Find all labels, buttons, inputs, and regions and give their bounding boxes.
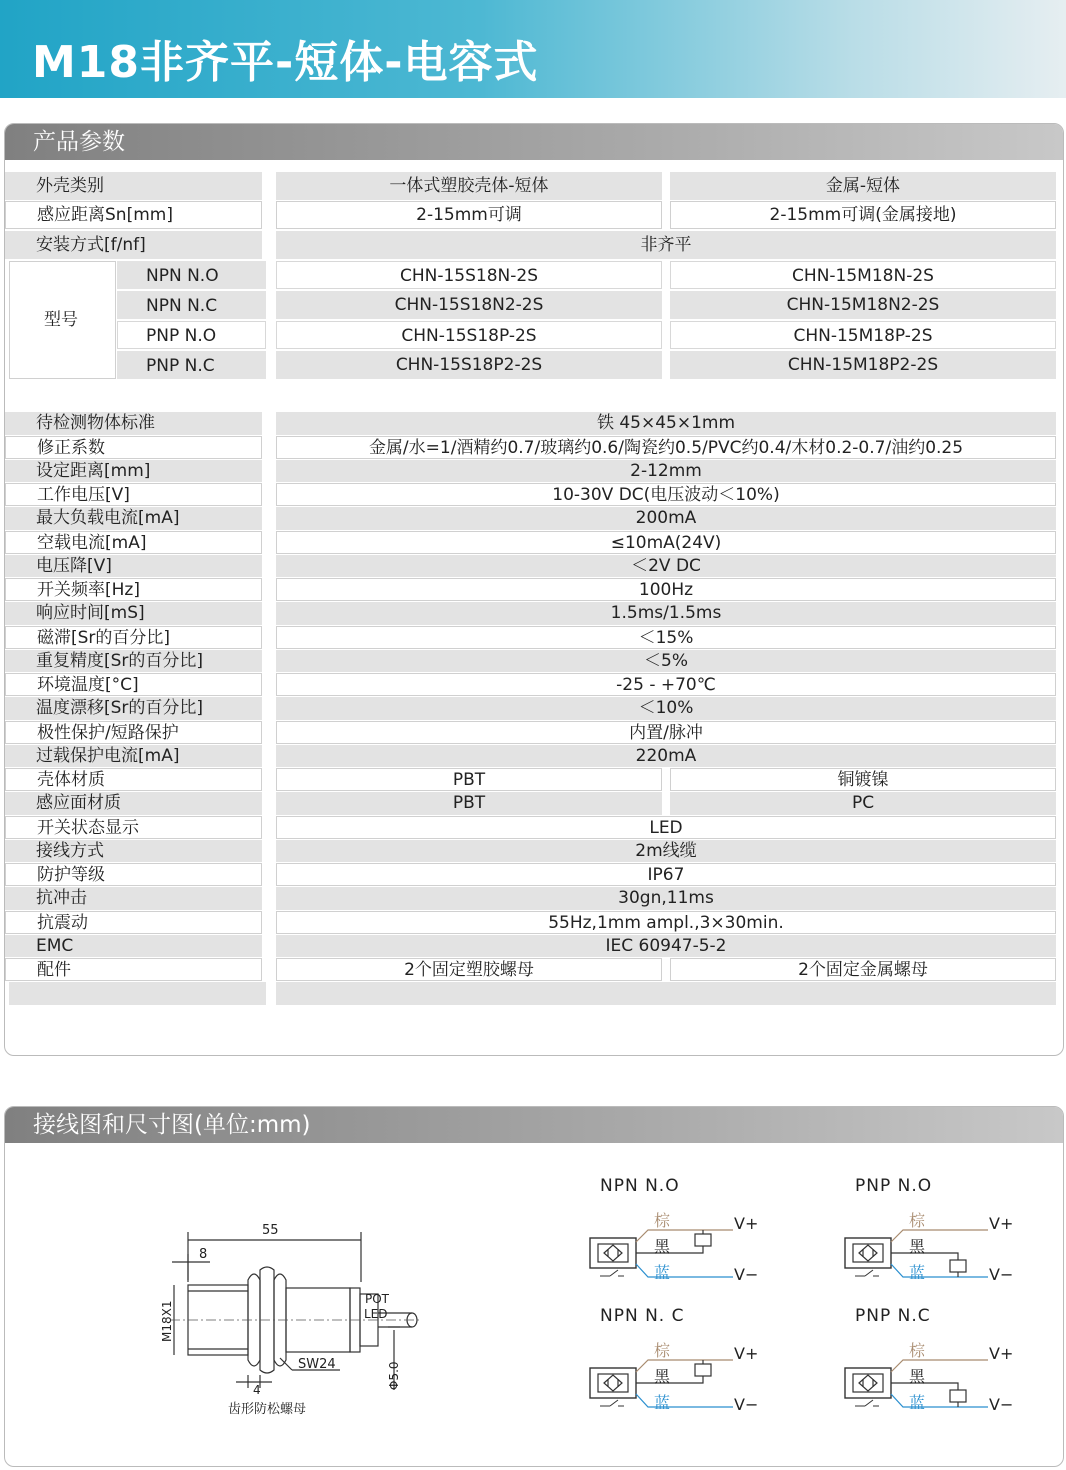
dim-len: 55 bbox=[262, 1223, 279, 1238]
dim-thread: 8 bbox=[199, 1247, 208, 1262]
spec-label: 温度漂移[Sr的百分比] bbox=[5, 697, 262, 720]
filler-right bbox=[276, 982, 1056, 1005]
vplus-label: V+ bbox=[734, 1344, 759, 1363]
spec-label: 电压降[V] bbox=[5, 555, 262, 578]
spec-label: 壳体材质 bbox=[5, 768, 262, 791]
sense-b: 2-15mm可调(金属接地) bbox=[670, 201, 1056, 229]
model-a-2: CHN-15S18P-2S bbox=[276, 321, 662, 349]
title-banner bbox=[0, 0, 1066, 98]
spec-value: 10-30V DC(电压波动＜10%) bbox=[276, 483, 1056, 506]
vminus-label: V− bbox=[989, 1265, 1014, 1284]
spec-label: 接线方式 bbox=[5, 840, 262, 863]
spec-label: 极性保护/短路保护 bbox=[5, 721, 262, 744]
model-type-1: NPN N.C bbox=[146, 296, 218, 316]
dim-caption: 齿形防松螺母 bbox=[228, 1402, 307, 1417]
wiring-header bbox=[5, 1107, 1063, 1143]
spec-value: ＜5% bbox=[276, 650, 1056, 673]
mount-value: 非齐平 bbox=[276, 231, 1056, 259]
wire-brown-label: 棕 bbox=[909, 1211, 926, 1230]
model-a-0: CHN-15S18N-2S bbox=[276, 261, 662, 289]
model-b-0: CHN-15M18N-2S bbox=[670, 261, 1056, 289]
model-b-1: CHN-15M18N2-2S bbox=[670, 291, 1056, 319]
model-b-3: CHN-15M18P2-2S bbox=[670, 351, 1056, 379]
vminus-label: V− bbox=[734, 1395, 759, 1414]
dim-sw: SW24 bbox=[298, 1357, 336, 1372]
spec-label: 重复精度[Sr的百分比] bbox=[5, 650, 262, 673]
filler-left bbox=[9, 982, 266, 1005]
model-a-1: CHN-15S18N2-2S bbox=[276, 291, 662, 319]
wire-black-label: 黑 bbox=[654, 1237, 671, 1256]
spec-value: 100Hz bbox=[276, 578, 1056, 601]
spec-value: 200mA bbox=[276, 507, 1056, 530]
spec-label: 抗冲击 bbox=[5, 887, 262, 910]
diagram-title: NPN N. C bbox=[600, 1306, 685, 1326]
spec-value: IP67 bbox=[276, 863, 1056, 886]
wire-brown-label: 棕 bbox=[654, 1211, 671, 1230]
wiring-header-title: 接线图和尺寸图 bbox=[33, 1112, 194, 1138]
model-type-2: PNP N.O bbox=[146, 326, 217, 346]
model-type-3: PNP N.C bbox=[146, 356, 215, 376]
spec-value: IEC 60947-5-2 bbox=[276, 935, 1056, 958]
spec-value: 55Hz,1mm ampl.,3×30min. bbox=[276, 911, 1056, 934]
wire-black-label: 黑 bbox=[654, 1367, 671, 1386]
mount-label: 安装方式[f/nf] bbox=[5, 231, 262, 259]
spec-value: 铁 45×45×1mm bbox=[276, 412, 1056, 435]
spec-label: 开关状态显示 bbox=[5, 816, 262, 839]
spec-value: 金属/水=1/酒精约0.7/玻璃约0.6/陶瓷约0.5/PVC约0.4/木材0.2-0.7/油约0.25 bbox=[276, 436, 1056, 459]
spec-label: 响应时间[mS] bbox=[5, 602, 262, 625]
spec-label: 最大负载电流[mA] bbox=[5, 507, 262, 530]
wire-black-label: 黑 bbox=[909, 1237, 926, 1256]
spec-label: EMC bbox=[5, 935, 262, 958]
model-type-0: NPN N.O bbox=[146, 266, 219, 286]
spec-value: 1.5ms/1.5ms bbox=[276, 602, 1056, 625]
wire-black-label: 黑 bbox=[909, 1367, 926, 1386]
spec-value: 内置/脉冲 bbox=[276, 721, 1056, 744]
dim-led: LED bbox=[364, 1307, 388, 1321]
wire-brown-label: 棕 bbox=[909, 1341, 926, 1360]
vplus-label: V+ bbox=[734, 1214, 759, 1233]
sense-a: 2-15mm可调 bbox=[276, 201, 662, 229]
wire-brown-label: 棕 bbox=[654, 1341, 671, 1360]
spec-value: LED bbox=[276, 816, 1056, 839]
wire-blue-label: 蓝 bbox=[909, 1393, 926, 1412]
spec-value: 2m线缆 bbox=[276, 840, 1056, 863]
vminus-label: V− bbox=[734, 1265, 759, 1284]
housing-label: 外壳类别 bbox=[5, 172, 262, 200]
wire-blue-label: 蓝 bbox=[654, 1393, 671, 1412]
spec-value-a: PBT bbox=[276, 768, 662, 791]
spec-value: 2-12mm bbox=[276, 460, 1056, 483]
spec-value: 220mA bbox=[276, 745, 1056, 768]
spec-value-b: PC bbox=[670, 792, 1056, 815]
spec-label: 修正系数 bbox=[5, 436, 262, 459]
params-header: 产品参数 bbox=[5, 124, 1063, 160]
spec-label: 过载保护电流[mA] bbox=[5, 745, 262, 768]
spec-value: ＜10% bbox=[276, 697, 1056, 720]
dim-nut: 4 bbox=[253, 1383, 261, 1397]
wiring-header-unit: (单位:mm) bbox=[194, 1112, 311, 1138]
spec-value: ＜15% bbox=[276, 626, 1056, 649]
diagram-title: PNP N.C bbox=[855, 1306, 931, 1326]
spec-label: 防护等级 bbox=[5, 863, 262, 886]
model-a-3: CHN-15S18P2-2S bbox=[276, 351, 662, 379]
dim-pot: POT bbox=[365, 1292, 390, 1306]
vplus-label: V+ bbox=[989, 1344, 1014, 1363]
diagram-title: NPN N.O bbox=[600, 1176, 680, 1196]
spec-value-b: 铜镀镍 bbox=[670, 768, 1056, 791]
spec-label: 待检测物体标准 bbox=[5, 412, 262, 435]
spec-value: ＜2V DC bbox=[276, 555, 1056, 578]
sense-label: 感应距离Sn[mm] bbox=[5, 201, 262, 229]
spec-label: 设定距离[mm] bbox=[5, 460, 262, 483]
spec-label: 环境温度[°C] bbox=[5, 673, 262, 696]
spec-label: 空载电流[mA] bbox=[5, 531, 262, 554]
spec-value-a: 2个固定塑胶螺母 bbox=[276, 958, 662, 981]
spec-value: 30gn,11ms bbox=[276, 887, 1056, 910]
spec-value: ≤10mA(24V) bbox=[276, 531, 1056, 554]
housing-b: 金属-短体 bbox=[670, 172, 1056, 200]
spec-value-a: PBT bbox=[276, 792, 662, 815]
page-title: M18非齐平-短体-电容式 bbox=[32, 37, 539, 88]
spec-label: 配件 bbox=[5, 958, 262, 981]
spec-label: 工作电压[V] bbox=[5, 483, 262, 506]
model-b-2: CHN-15M18P-2S bbox=[670, 321, 1056, 349]
spec-label: 开关频率[Hz] bbox=[5, 578, 262, 601]
dim-m18: M18X1 bbox=[160, 1300, 174, 1342]
vplus-label: V+ bbox=[989, 1214, 1014, 1233]
vminus-label: V− bbox=[989, 1395, 1014, 1414]
wire-blue-label: 蓝 bbox=[654, 1263, 671, 1282]
spec-value: -25 - +70℃ bbox=[276, 673, 1056, 696]
dim-dia: Φ5.0 bbox=[387, 1361, 401, 1390]
housing-a: 一体式塑胶壳体-短体 bbox=[276, 172, 662, 200]
model-label: 型号 bbox=[44, 310, 78, 330]
spec-label: 感应面材质 bbox=[5, 792, 262, 815]
spec-label: 磁滞[Sr的百分比] bbox=[5, 626, 262, 649]
dimension-drawing bbox=[150, 1210, 430, 1420]
wire-blue-label: 蓝 bbox=[909, 1263, 926, 1282]
spec-label: 抗震动 bbox=[5, 911, 262, 934]
diagram-title: PNP N.O bbox=[855, 1176, 933, 1196]
spec-value-b: 2个固定金属螺母 bbox=[670, 958, 1056, 981]
